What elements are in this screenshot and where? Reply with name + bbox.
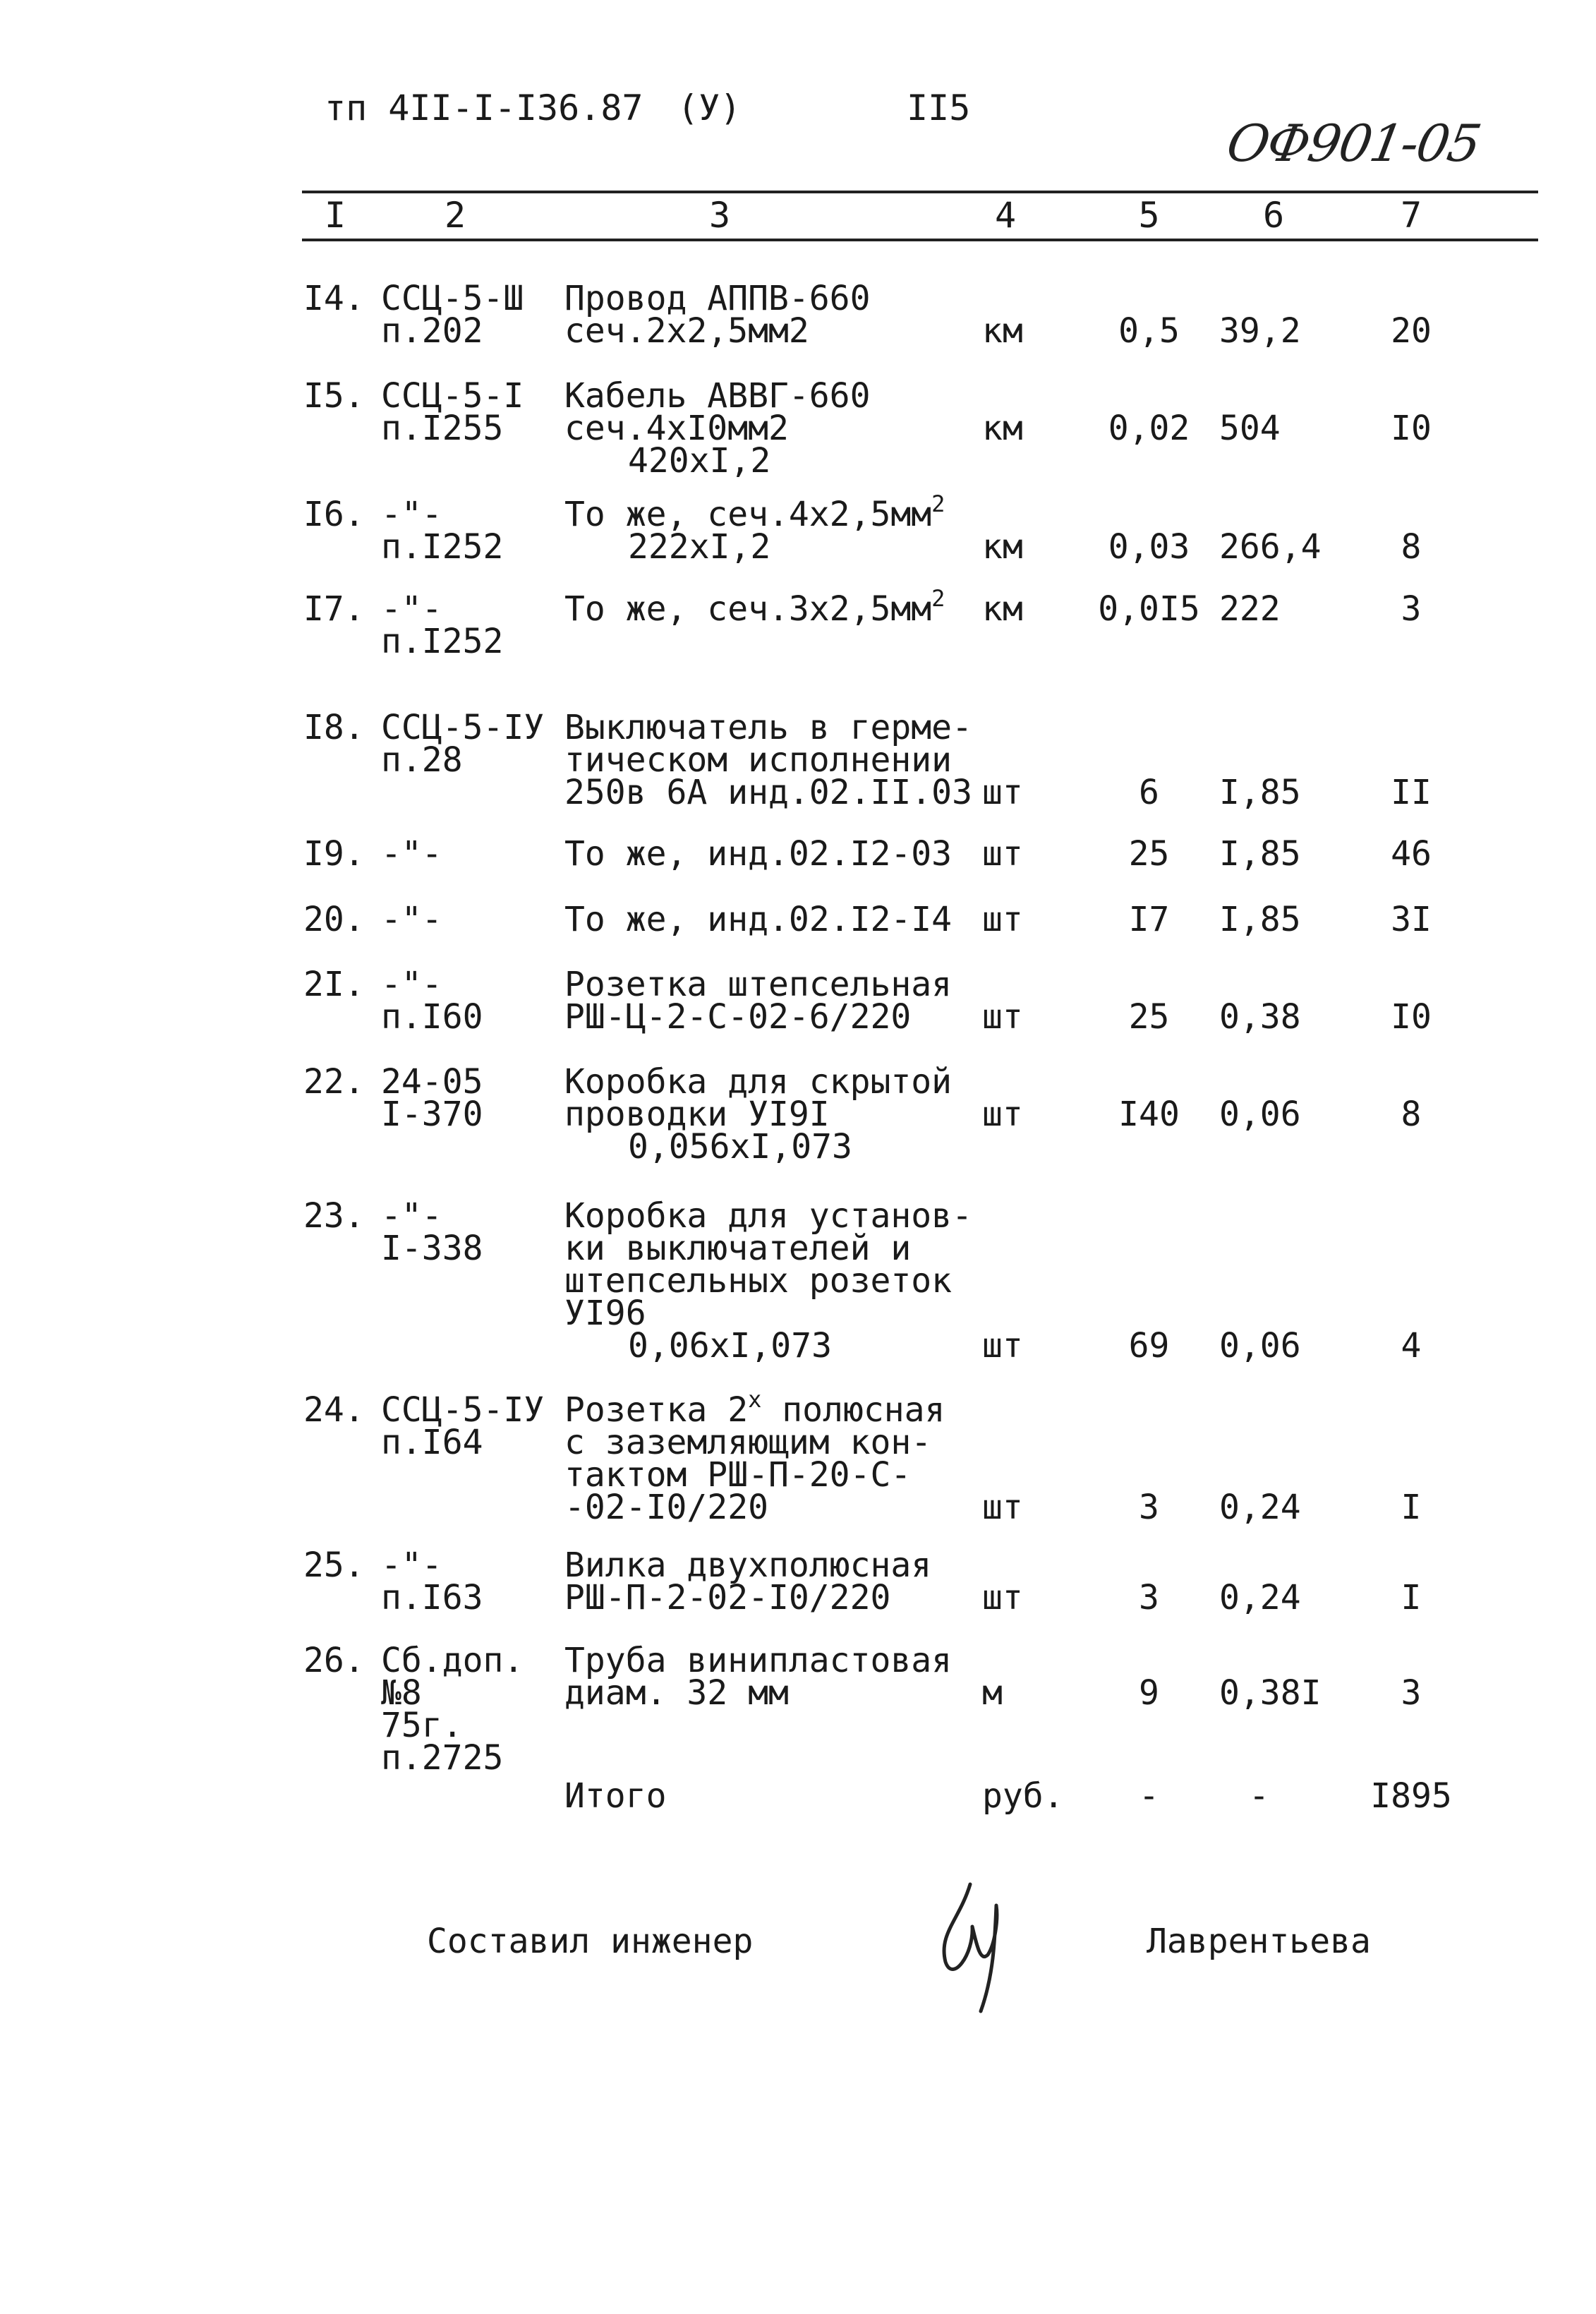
row-description: Коробка для установ- ки выключателей и штепсельных розеток УI96 0,06хI,073 xyxy=(564,1196,972,1366)
row-unit-price: I,85 xyxy=(1219,834,1301,874)
row-reference: ССЦ-5-Ш п.202 xyxy=(381,279,524,351)
col-header-2: 2 xyxy=(445,195,466,236)
row-quantity: 25 xyxy=(1128,834,1170,874)
row-total: 8 xyxy=(1401,1095,1422,1134)
row-reference: 24-05 I-370 xyxy=(381,1062,483,1134)
row-total: I xyxy=(1401,1488,1422,1527)
row-total: I0 xyxy=(1391,997,1432,1037)
row-number: 2I. xyxy=(303,965,365,1004)
row-unit-price: 266,4 xyxy=(1219,527,1322,567)
col-header-4: 4 xyxy=(995,195,1017,236)
row-quantity: I7 xyxy=(1128,900,1170,939)
row-unit: км xyxy=(982,527,1023,567)
row-reference: Сб.доп. №8 75г. п.2725 xyxy=(381,1641,524,1778)
handwritten-code: ОФ901-05 xyxy=(1222,114,1485,173)
row-unit: км xyxy=(982,409,1023,448)
row-number: I4. xyxy=(303,279,365,318)
row-unit: м xyxy=(982,1673,1003,1713)
header-top-rule xyxy=(302,191,1538,193)
row-reference: -"- xyxy=(381,834,442,874)
row-number: I7. xyxy=(303,589,365,629)
row-total: 46 xyxy=(1391,834,1432,874)
row-description: Коробка для скрытой проводки УI9I 0,056хI,073 xyxy=(564,1062,953,1167)
row-number: 22. xyxy=(303,1062,365,1102)
engineer-name: Лаврентьева xyxy=(1147,1922,1371,1961)
row-reference: -"- I-338 xyxy=(381,1196,483,1268)
row-unit-price: 0,38I xyxy=(1219,1673,1322,1713)
row-description: Труба винипластовая диам. 32 мм xyxy=(564,1641,953,1713)
row-reference: ССЦ-5-IУ п.I64 xyxy=(381,1390,545,1462)
row-description: То же, $сеч.3х2,5мм^2$ xyxy=(564,585,945,629)
row-reference: -"- xyxy=(381,900,442,939)
signature-mark xyxy=(931,1877,1016,2023)
row-number: I5. xyxy=(303,376,365,416)
total-price: - xyxy=(1249,1776,1269,1816)
row-unit: шт xyxy=(982,1578,1023,1617)
total-unit: руб. xyxy=(982,1776,1064,1816)
compiled-by-label: Составил инженер xyxy=(427,1922,754,1961)
row-description: Выключатель в герме- тическом исполнении 250в 6А инд.02.II.03 xyxy=(564,708,972,812)
row-reference: -"- п.I60 xyxy=(381,965,483,1037)
row-reference: -"- п.I63 xyxy=(381,1545,483,1617)
row-unit-price: 0,24 xyxy=(1219,1488,1301,1527)
row-total: I0 xyxy=(1391,409,1432,448)
row-total: 4 xyxy=(1401,1326,1422,1366)
row-reference: -"- п.I252 xyxy=(381,495,504,567)
row-number: 23. xyxy=(303,1196,365,1236)
row-unit-price: 222 xyxy=(1219,589,1281,629)
total-qty: - xyxy=(1139,1776,1159,1816)
total-sum: I895 xyxy=(1370,1776,1452,1816)
row-quantity: I40 xyxy=(1118,1095,1180,1134)
row-unit-price: 0,06 xyxy=(1219,1095,1301,1134)
col-header-6: 6 xyxy=(1263,195,1285,236)
row-number: 20. xyxy=(303,900,365,939)
row-unit-price: I,85 xyxy=(1219,900,1301,939)
row-number: 26. xyxy=(303,1641,365,1680)
col-header-5: 5 xyxy=(1138,195,1160,236)
row-total: 8 xyxy=(1401,527,1422,567)
row-unit: шт xyxy=(982,1326,1023,1366)
row-total: 3 xyxy=(1401,589,1422,629)
row-quantity: 0,5 xyxy=(1118,311,1180,351)
row-unit: шт xyxy=(982,900,1023,939)
row-unit-price: 504 xyxy=(1219,409,1281,448)
document-mark: (У) xyxy=(677,88,742,128)
row-description: Кабель АВВГ-660 сеч.4хI0мм2 420хI,2 xyxy=(564,376,871,481)
row-description: Розетка штепсельная РШ-Ц-2-С-02-6/220 xyxy=(564,965,953,1037)
row-description: То же, инд.02.I2-I4 xyxy=(564,900,953,939)
row-description: То же, $сеч.4х2,5мм^2$ 222хI,2 xyxy=(564,490,945,567)
col-header-3: 3 xyxy=(709,195,731,236)
row-unit-price: 0,24 xyxy=(1219,1578,1301,1617)
row-total: II xyxy=(1391,773,1432,812)
row-total: 20 xyxy=(1391,311,1432,351)
row-unit: шт xyxy=(982,773,1023,812)
row-quantity: 25 xyxy=(1128,997,1170,1037)
row-number: I8. xyxy=(303,708,365,747)
row-unit-price: 39,2 xyxy=(1219,311,1301,351)
row-number: I9. xyxy=(303,834,365,874)
row-unit-price: 0,06 xyxy=(1219,1326,1301,1366)
row-unit: км xyxy=(982,311,1023,351)
row-unit-price: 0,38 xyxy=(1219,997,1301,1037)
row-unit: шт xyxy=(982,834,1023,874)
row-description: То же, инд.02.I2-03 xyxy=(564,834,953,874)
row-total: 3I xyxy=(1391,900,1432,939)
row-reference: -"- п.I252 xyxy=(381,589,504,661)
row-quantity: 0,0I5 xyxy=(1098,589,1200,629)
row-description: Розетка $2^х$ полюсная с заземляющим кон- тактом РШ-П-20-С- -02-I0/220 xyxy=(564,1386,945,1527)
row-number: I6. xyxy=(303,495,365,534)
row-description: Провод АППВ-660 сеч.2х2,5мм2 xyxy=(564,279,871,351)
total-label: Итого xyxy=(564,1776,667,1816)
row-quantity: 3 xyxy=(1139,1578,1159,1617)
row-reference: ССЦ-5-IУ п.28 xyxy=(381,708,545,780)
document-code: тп 4II-I-I36.87 xyxy=(325,88,643,128)
row-unit: шт xyxy=(982,1488,1023,1527)
row-quantity: 0,03 xyxy=(1108,527,1190,567)
row-quantity: 9 xyxy=(1139,1673,1159,1713)
row-unit: км xyxy=(982,589,1023,629)
row-reference: ССЦ-5-I п.I255 xyxy=(381,376,524,448)
row-quantity: 0,02 xyxy=(1108,409,1190,448)
row-unit-price: I,85 xyxy=(1219,773,1301,812)
row-unit: шт xyxy=(982,1095,1023,1134)
header-bottom-rule xyxy=(302,239,1538,241)
col-header-7: 7 xyxy=(1400,195,1422,236)
row-quantity: 3 xyxy=(1139,1488,1159,1527)
row-quantity: 69 xyxy=(1128,1326,1170,1366)
row-quantity: 6 xyxy=(1139,773,1159,812)
col-header-1: I xyxy=(325,195,346,236)
row-number: 24. xyxy=(303,1390,365,1430)
row-description: Вилка двухполюсная РШ-П-2-02-I0/220 xyxy=(564,1545,932,1617)
row-unit: шт xyxy=(982,997,1023,1037)
row-number: 25. xyxy=(303,1545,365,1585)
row-total: I xyxy=(1401,1578,1422,1617)
page-number: II5 xyxy=(907,88,971,128)
row-total: 3 xyxy=(1401,1673,1422,1713)
